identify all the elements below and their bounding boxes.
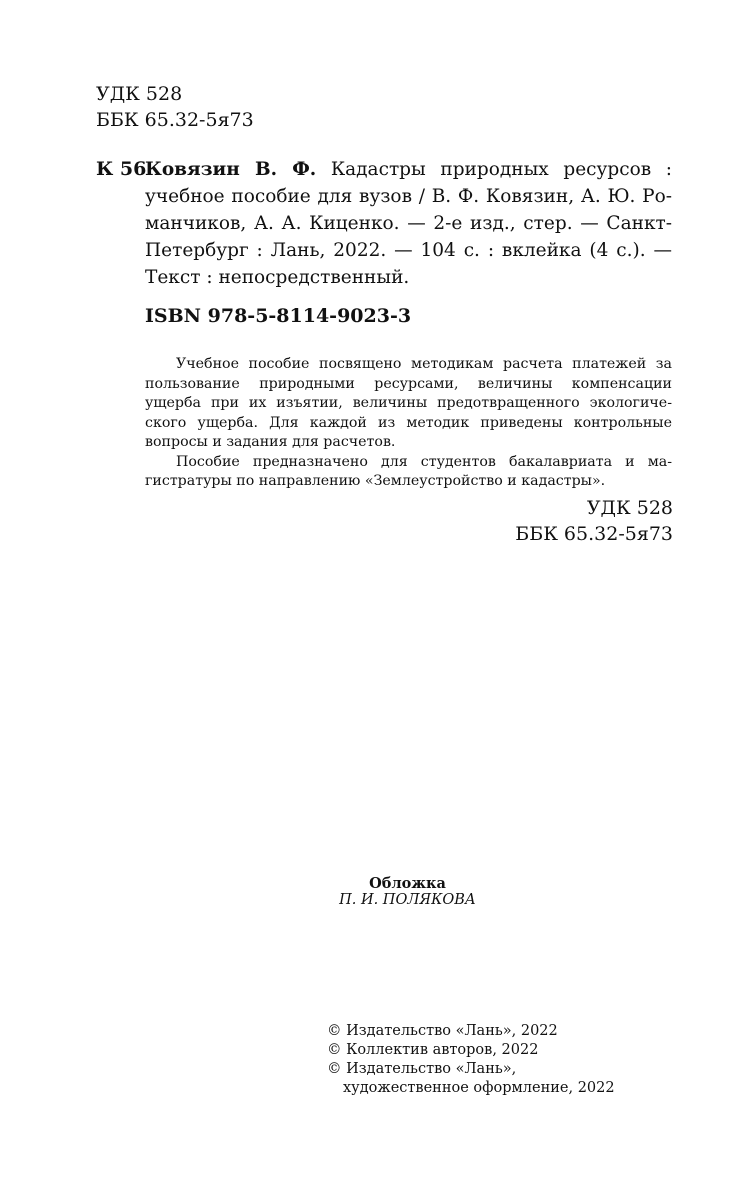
annotation-line: ущерба при их изъятии, величины предотвращенного экологиче- xyxy=(145,395,672,411)
isbn: ISBN 978-5-8114-9023-3 xyxy=(145,305,412,327)
copyright-line: художественное оформление, 2022 xyxy=(343,1080,615,1096)
copyright-block xyxy=(327,1022,615,1098)
bibliographic-record xyxy=(145,156,672,291)
author-code: К 56 xyxy=(96,158,147,180)
cover-label: Обложка xyxy=(369,875,446,892)
copyright-line: © Издательство «Лань», 2022 xyxy=(327,1023,558,1039)
copyright-line: © Коллектив авторов, 2022 xyxy=(327,1042,539,1058)
annotation-line: гистратуры по направлению «Землеустройство и кадастры». xyxy=(145,473,606,489)
biblio-line-3: манчиков, А. А. Киценко. — 2-е изд., стер. — Санкт- xyxy=(145,213,672,234)
cover-artist: П. И. ПОЛЯКОВА xyxy=(339,892,476,908)
author-name: Ковязин В. Ф. xyxy=(145,159,317,180)
bbk-top: ББК 65.32-5я73 xyxy=(96,109,254,131)
biblio-line-2: учебное пособие для вузов / В. Ф. Ковязин, А. Ю. Ро- xyxy=(145,186,672,207)
annotation-line: пользование природными ресурсами, величины компенсации xyxy=(145,375,672,392)
udk-top: УДК 528 xyxy=(96,83,183,105)
annotation-line: ского ущерба. Для каждой из методик приведены контрольные xyxy=(145,414,672,431)
udk-bottom: УДК 528 xyxy=(586,497,673,519)
annotation-line: вопросы и задания для расчетов. xyxy=(145,434,396,450)
biblio-line-4: Петербург : Лань, 2022. — 104 с. : вклейка (4 с.). — xyxy=(145,240,672,261)
biblio-line-1 xyxy=(145,156,672,183)
annotation-line: Учебное пособие посвящено методикам расчета платежей за xyxy=(176,356,672,372)
biblio-line-5: Текст : непосредственный. xyxy=(145,267,410,288)
annotation xyxy=(145,355,672,492)
bbk-bottom: ББК 65.32-5я73 xyxy=(515,523,673,545)
book-title: Кадастры природных ресурсов : xyxy=(316,159,673,180)
annotation-line: Пособие предназначено для студентов бакалавриата и ма- xyxy=(176,453,672,470)
copyright-line: © Издательство «Лань», xyxy=(327,1061,517,1077)
